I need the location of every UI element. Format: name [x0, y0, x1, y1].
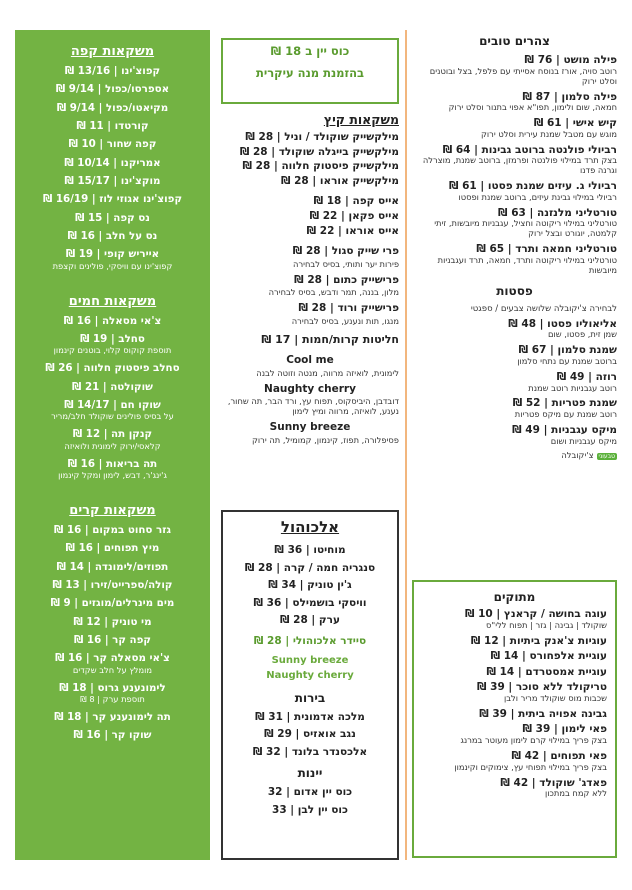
cold-item: קפה קר | 16 ₪ [74, 634, 151, 647]
vegan-note-text: צ'יקובלה [561, 449, 594, 460]
beer-item: אלכסנדר בלונד | 32 ₪ [252, 745, 368, 758]
fruitshake-item-desc: מלון, בננה, תמר ודבש, בסיס לבחירה [268, 287, 399, 298]
pasta-item: רוזה | 49 ₪ [556, 370, 617, 383]
ice-item: אייס אוראו | 22 ₪ [306, 224, 399, 237]
cider-flavor: Naughty cherry [266, 669, 354, 681]
hot-item-desc: תוספת קוקוס קלוי, בוטנים קינמון [53, 345, 172, 356]
cold-item: מי טוניק | 12 ₪ [73, 615, 152, 628]
hot-item-desc: על בסיס פולינים שוקולד חלב/מריר [51, 411, 174, 422]
cold-item: לימונענע גרוס | 18 ₪ [59, 681, 166, 694]
lunch-item-desc: טורטליני במילוי ריקוטה וחציל, עגבניות מיובשות, זיתי קלמטה, יוגורט ובצל ירוק [434, 218, 617, 239]
wine-promo [221, 38, 399, 104]
hot-item: שוקולטה | 21 ₪ [72, 380, 153, 393]
infusion-item-desc: דובדבן, היביסקוס, תפוח עץ, ורד הבר, תה שחור, נענע, לואיזה, מרווה ומיץ לימון [227, 396, 399, 417]
pasta-item-desc: רוטב שמנת עם מיקס פטריות [514, 409, 617, 420]
sweet-item: עוגיית אלפחורס | 14 ₪ [490, 650, 607, 663]
hot-list [25, 315, 200, 481]
pasta-item-desc: ברוטב שמנת עם נתחי סלמון [517, 355, 617, 366]
infusion-item-desc: לימונית, לואיזה מרווה, מנטה וזוטה לבנה [256, 367, 399, 378]
beers-title: בירות [294, 690, 326, 705]
column-divider [405, 30, 407, 860]
infusion-item: Cool me [286, 353, 334, 366]
alcohol-item: ג'ין טוניק | 34 ₪ [268, 579, 352, 592]
lunch-item: רביולי ג. עיזים שמנת פסטו | 61 ₪ [448, 180, 617, 193]
milkshake-item: מילקשייק פיסטוק חלווה | 28 ₪ [242, 160, 399, 173]
coffee-list [25, 65, 200, 242]
lunch-item: פילה סלמון | 87 ₪ [522, 90, 617, 103]
pasta-item-desc: שמן זית, פסטו, שום [548, 329, 617, 340]
pasta-item-desc: מיקס עגבניות ושום [550, 435, 617, 446]
hot-item: צ'אי מסאלה | 16 ₪ [63, 314, 162, 327]
alcohol-item: וויסקי בושמילס | 36 ₪ [253, 596, 367, 609]
vegan-note [412, 451, 617, 461]
vegan-badge: טבעוני [598, 452, 615, 460]
milkshake-item: מילקשייק בייגלה שוקולד | 28 ₪ [239, 145, 399, 158]
lunch-item: קיש אישי | 61 ₪ [533, 117, 617, 130]
cold-item-desc: מומלץ על חלב שקדים [72, 664, 153, 675]
coffee-item: אייריש קופי | 19 ₪ [65, 248, 160, 261]
fruitshake-list [221, 245, 399, 327]
alcohol-title: אלכוהול [280, 518, 340, 536]
hot-item-desc: ג'ינג'ר, דבש, לימון ומקל קינמון [58, 470, 167, 480]
cider-item: סיידר אלכוהולי | 28 ₪ [253, 634, 367, 647]
cold-title: משקאות קרים [69, 502, 156, 518]
alcohol-item: ערק | 28 ₪ [280, 614, 340, 627]
fruitshake-item: פרישייק ורוד | 28 ₪ [298, 302, 399, 315]
pasta-title: פסטות [496, 283, 533, 298]
fruitshake-item: פרי שייק סגול | 28 ₪ [292, 245, 399, 258]
sweet-item: עוגה בחושה / קראנץ | 10 ₪ [464, 608, 607, 620]
pasta-item: מיקס עגבניות | 49 ₪ [512, 424, 617, 437]
sweet-item: עוגיות צ'אנק ביתיות | 12 ₪ [470, 634, 607, 647]
coffee-item: אמריקנו | 10/14 ₪ [64, 156, 161, 169]
alcohol-item: מוחיטו | 36 ₪ [274, 544, 346, 556]
coffee-item: מקיאטו/כפול | 9/14 ₪ [56, 101, 169, 114]
promo-line1: כוס יין ב 18 ₪ [270, 44, 350, 58]
hot-item: שוקו חם | 14/17 ₪ [64, 399, 161, 412]
wine-list [231, 786, 389, 816]
coffee-item: קפה שחור | 10 ₪ [68, 138, 157, 151]
fruitshake-item-desc: מנגו, תות ונענע, בסיס לבחירה [291, 315, 399, 326]
ice-item: אייס פקאן | 22 ₪ [309, 209, 399, 222]
hot-item: סחלב | 19 ₪ [80, 333, 145, 346]
pasta-item: שמנת פטריות | 52 ₪ [512, 397, 617, 410]
ice-list [221, 195, 399, 237]
cold-item: צ'אי מסאלה קר | 16 ₪ [55, 652, 170, 665]
infusion-item: Sunny breeze [269, 421, 351, 434]
sweets-list [422, 608, 607, 799]
lunch-section [412, 30, 617, 465]
alcohol-section [221, 510, 399, 860]
beer-item: מלכה אדמונית | 31 ₪ [255, 710, 365, 723]
wine-item: כוס יין אדום | 32 [267, 786, 353, 799]
lunch-item: רביולי פולנטה ברוטב גבינות | 64 ₪ [442, 143, 617, 156]
sweet-item: גבינה אפויה ביתית | 39 ₪ [479, 707, 607, 720]
cider-flavors [231, 653, 389, 683]
beer-list [231, 711, 389, 759]
cider-flavor: Sunny breeze [271, 654, 349, 666]
cold-item: תפוזים/לימונדה | 14 ₪ [56, 560, 169, 573]
sweet-item-desc: שוקולד | גבינה | גזר | תפוח ללי"ס [486, 619, 607, 630]
milkshake-item: מילקשייק אוראו | 28 ₪ [280, 174, 399, 187]
pasta-subtitle: לבחירה צ'יקובלה שלושה צבעים / ספגטי [470, 303, 617, 314]
coffee-title: משקאות קפה [70, 44, 155, 59]
summer-title: משקאות קיץ [323, 112, 399, 127]
cold-list [25, 524, 200, 742]
lunch-item-desc: בצק תרד במילוי פולנטה ופרמזן, ברוטב שמנת, מוצרלה וגרנה פדנו [422, 155, 617, 176]
hot-item: תה בריאות | 16 ₪ [67, 457, 158, 470]
sweet-item: פאי תפוחים | 42 ₪ [511, 750, 607, 763]
hot-title: משקאות חמים [68, 293, 157, 309]
infusion-item-desc: פסיפלורה, תפוז, קינמון, קמומיל, תה ירוק [252, 434, 399, 445]
fruitshake-item: פרישייק כתום | 28 ₪ [294, 273, 399, 286]
lunch-list [412, 54, 617, 276]
lunch-item-desc: חמאה, שום ולימון, תפו"א אפוי בתנור וסלט ירוק [448, 102, 617, 113]
milkshake-list [221, 131, 399, 187]
lunch-item: טורטליני מלנזנה | 63 ₪ [498, 206, 617, 219]
sweets-title: מתוקים [493, 590, 536, 604]
coffee-item: אספרסו/כפול | 9/14 ₪ [55, 83, 170, 96]
sweet-item-desc: בצק פריך במילוי תפוחי עץ, צימוקים וקינמון [454, 761, 607, 772]
sweet-item: עוגיית אמסטרדם | 14 ₪ [486, 665, 607, 678]
coffee-item: קורטדו | 11 ₪ [76, 120, 149, 133]
lunch-title: צהרים טובים [479, 34, 550, 48]
coffee-item: מוקצ'ינו | 15/17 ₪ [64, 175, 161, 188]
alcohol-item: סנגריה חמה / קרה | 28 ₪ [244, 561, 376, 574]
sweet-item: פאדג' שוקולד | 42 ₪ [500, 776, 607, 789]
sweet-item-desc: שכבות מוס שוקולד מריר ולבן [503, 692, 607, 703]
sweets-section [412, 580, 617, 858]
cold-item: מיץ תפוחים | 16 ₪ [65, 542, 160, 555]
lunch-item: פילה מושט | 76 ₪ [524, 54, 617, 66]
coffee-item: קפוצ'ינו | 13/16 ₪ [64, 65, 161, 77]
cold-item: מים מינרלים/מוגזים | 9 ₪ [50, 597, 175, 610]
ice-item: אייס קפה | 18 ₪ [313, 195, 399, 208]
lunch-item: טורטליני חמאה ותרד | 65 ₪ [476, 243, 617, 256]
infusion-item: Naughty cherry [264, 382, 356, 395]
lunch-item-desc: רביולי במילוי גבינת עיזים, ברוטב שמנת ופסטו [458, 191, 617, 202]
pasta-item: אליאוליו פסטו | 48 ₪ [508, 317, 617, 330]
lunch-item-desc: רוטב סויה, אורז בנוסח אסייתי עם פלפל, בצל ובוטנים וסלט ירוק [429, 65, 617, 86]
wines-title: יינות [297, 766, 323, 781]
infusions-list [221, 354, 399, 446]
promo-line2: בהזמנת מנה עיקרית [255, 66, 365, 80]
cold-item: קולה/ספרייט/זירו | 13 ₪ [52, 578, 173, 591]
drinks-panel [15, 30, 210, 860]
fruitshake-item-desc: פירות יער ותותי, בסיס לבחירה [293, 258, 399, 269]
cold-item: גזר סחוט במקום | 16 ₪ [54, 523, 171, 536]
cold-item: שוקו קר | 16 ₪ [73, 729, 152, 742]
pasta-item: שמנת סלמון | 67 ₪ [518, 344, 617, 357]
coffee-item-desc: קפוצ'ינו עם וויסקי, פולינים וקצפת [52, 260, 173, 271]
wine-item: כוס יין לבן | 33 [272, 803, 348, 816]
lunch-item-desc: טורטליני במילוי ריקוטה ותרד, חמאה, תרד ועגבניות מיובשות [437, 254, 617, 275]
infusions-title: חליטות קרות/חמות | 17 ₪ [261, 332, 399, 346]
coffee-item: נס קפה | 15 ₪ [75, 211, 150, 224]
cold-item-desc: תוספת ערק | 8 ₪ [80, 694, 145, 704]
summer-section [221, 38, 399, 450]
hot-item: סחלב פיסטוק חלווה | 26 ₪ [45, 362, 180, 375]
hot-item: קנקן תה | 12 ₪ [72, 428, 153, 441]
cold-item: תה לימונענע קר | 18 ₪ [54, 710, 171, 723]
sweet-item: טריקולד ללא סוכר | 39 ₪ [476, 681, 607, 694]
sweet-item: פאי לימון | 39 ₪ [522, 723, 607, 736]
sweet-item-desc: ללא קמח במתכון [545, 788, 607, 799]
pasta-item-desc: רוטב עגבניות רוטב שמנת [528, 382, 617, 393]
beer-item: נגב אואזיס | 29 ₪ [264, 728, 356, 741]
pasta-list [412, 318, 617, 447]
coffee-item: נס על חלב | 16 ₪ [67, 230, 158, 243]
lunch-item-desc: מוגש עם מטבל שמנת עירית וסלט ירוק [481, 128, 617, 139]
milkshake-item: מילקשייק שוקולד / וניל | 28 ₪ [245, 131, 399, 143]
coffee-item: קפוצ'ינו אגוזי לוז | 16/19 ₪ [42, 193, 183, 206]
sweet-item-desc: בצק פריך במילוי קרם לימון מעוטר במרנג [460, 735, 607, 746]
hot-item-desc: קלאסי/ירוק לימונית ולואיזה [64, 440, 161, 451]
alcohol-list [231, 544, 389, 627]
